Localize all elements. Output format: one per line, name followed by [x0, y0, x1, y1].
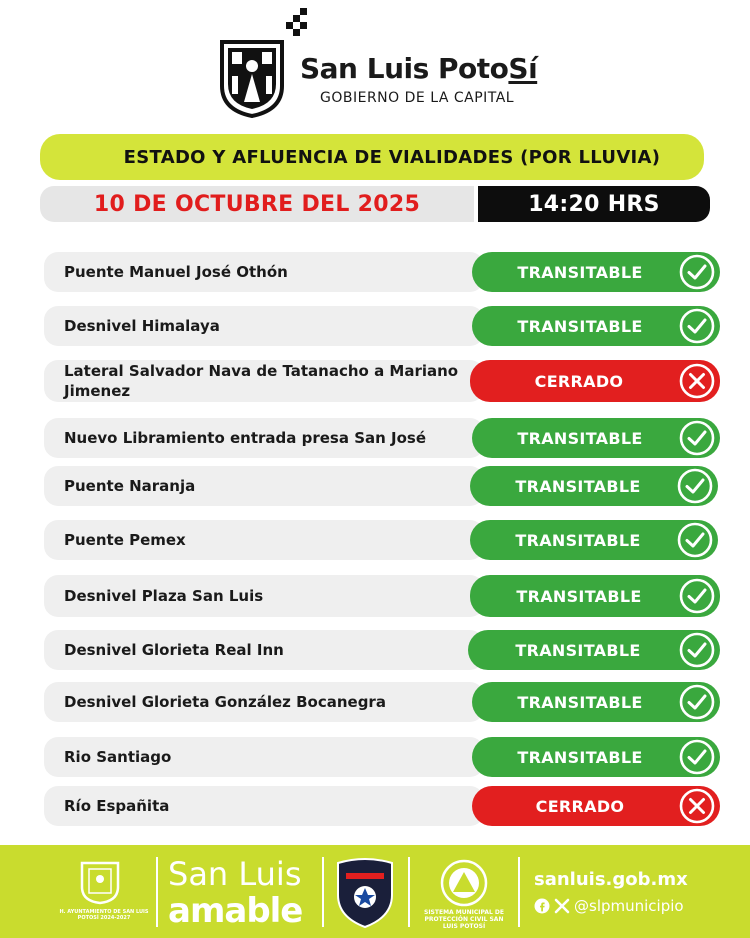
facebook-icon[interactable]: [534, 898, 550, 914]
status-label: TRANSITABLE: [515, 476, 641, 496]
status-label: TRANSITABLE: [517, 747, 643, 767]
status-pill: [468, 630, 720, 670]
footer-brand-line2: amable: [168, 891, 303, 931]
status-pill: [472, 682, 720, 722]
status-pill: [470, 575, 720, 617]
check-circle-icon: [678, 419, 716, 457]
road-row: [44, 682, 720, 722]
road-row: [44, 630, 720, 670]
status-pill: [470, 466, 718, 506]
status-pill: [472, 306, 720, 346]
brand-title: San Luis PotoSí: [300, 52, 538, 85]
status-label: TRANSITABLE: [517, 316, 643, 336]
status-label: CERRADO: [535, 796, 625, 816]
report-title: ESTADO Y AFLUENCIA DE VIALIDADES (POR LLUVIA): [123, 146, 661, 168]
status-pill: [472, 252, 720, 292]
social-handle-text: @slpmunicipio: [574, 897, 684, 915]
road-row: [44, 737, 720, 777]
check-circle-icon: [676, 521, 714, 559]
status-label: TRANSITABLE: [517, 262, 643, 282]
report-time: 14:20 HRS: [528, 191, 660, 217]
x-icon[interactable]: [554, 898, 570, 914]
road-name: Puente Naranja: [44, 466, 484, 506]
check-circle-icon: [678, 631, 716, 669]
road-name: Nuevo Libramiento entrada presa San José: [44, 418, 484, 458]
road-name: Puente Pemex: [44, 520, 484, 560]
report-date-bar: [40, 186, 474, 222]
brand-subtitle: GOBIERNO DE LA CAPITAL: [320, 90, 515, 106]
footer-divider: [156, 857, 158, 927]
status-label: TRANSITABLE: [515, 640, 641, 660]
road-name: Desnivel Glorieta Real Inn: [44, 630, 484, 670]
status-pill: [470, 360, 720, 402]
report-time-bar: [478, 186, 710, 222]
check-circle-icon: [678, 307, 716, 345]
road-row: [44, 520, 720, 560]
check-circle-icon: [678, 253, 716, 291]
road-row: [44, 306, 720, 346]
pixel-squares-icon: [282, 8, 312, 48]
check-circle-icon: [678, 683, 716, 721]
header-logo: [216, 8, 536, 116]
footer-divider: [518, 857, 520, 927]
city-crest-icon: [218, 36, 286, 118]
ayuntamiento-caption: H. AYUNTAMIENTO DE SAN LUIS POTOSÍ 2024-2027: [59, 909, 149, 921]
status-label: TRANSITABLE: [515, 530, 641, 550]
check-circle-icon: [678, 577, 716, 615]
footer-divider: [408, 857, 410, 927]
footer-brand-line1: San Luis: [168, 855, 302, 893]
status-pill: [470, 520, 718, 560]
status-pill: [472, 418, 720, 458]
police-badge-icon: [334, 855, 396, 929]
road-name: Rio Santiago: [44, 737, 484, 777]
check-circle-icon: [676, 467, 714, 505]
status-pill: [472, 737, 720, 777]
x-circle-icon: [678, 362, 716, 400]
road-name: Desnivel Glorieta González Bocanegra: [44, 682, 484, 722]
civil-protection-icon: [440, 859, 488, 907]
ayuntamiento-crest-icon: [78, 859, 122, 905]
footer-divider: [322, 857, 324, 927]
status-label: TRANSITABLE: [516, 586, 642, 606]
footer: [0, 845, 750, 938]
report-title-banner: [40, 134, 704, 180]
civil-protection-caption: SISTEMA MUNICIPAL DE PROTECCIÓN CIVIL SAN LUIS POTOSÍ: [424, 909, 504, 930]
road-row: [44, 360, 720, 402]
check-circle-icon: [678, 738, 716, 776]
website-link[interactable]: sanluis.gob.mx: [534, 869, 688, 890]
road-name: Desnivel Plaza San Luis: [44, 575, 484, 617]
road-name: Lateral Salvador Nava de Tatanacho a Mariano Jimenez: [44, 360, 484, 402]
status-label: CERRADO: [534, 371, 624, 391]
road-row: [44, 418, 720, 458]
road-name: Puente Manuel José Othón: [44, 252, 484, 292]
road-name: Río Españita: [44, 786, 484, 826]
road-name: Desnivel Himalaya: [44, 306, 484, 346]
road-row: [44, 786, 720, 826]
road-row: [44, 575, 720, 617]
status-label: TRANSITABLE: [517, 692, 643, 712]
status-pill: [472, 786, 720, 826]
social-handle[interactable]: [534, 897, 684, 915]
status-label: TRANSITABLE: [517, 428, 643, 448]
x-circle-icon: [678, 787, 716, 825]
report-date: 10 DE OCTUBRE DEL 2025: [93, 191, 421, 217]
road-row: [44, 252, 720, 292]
road-row: [44, 466, 720, 506]
